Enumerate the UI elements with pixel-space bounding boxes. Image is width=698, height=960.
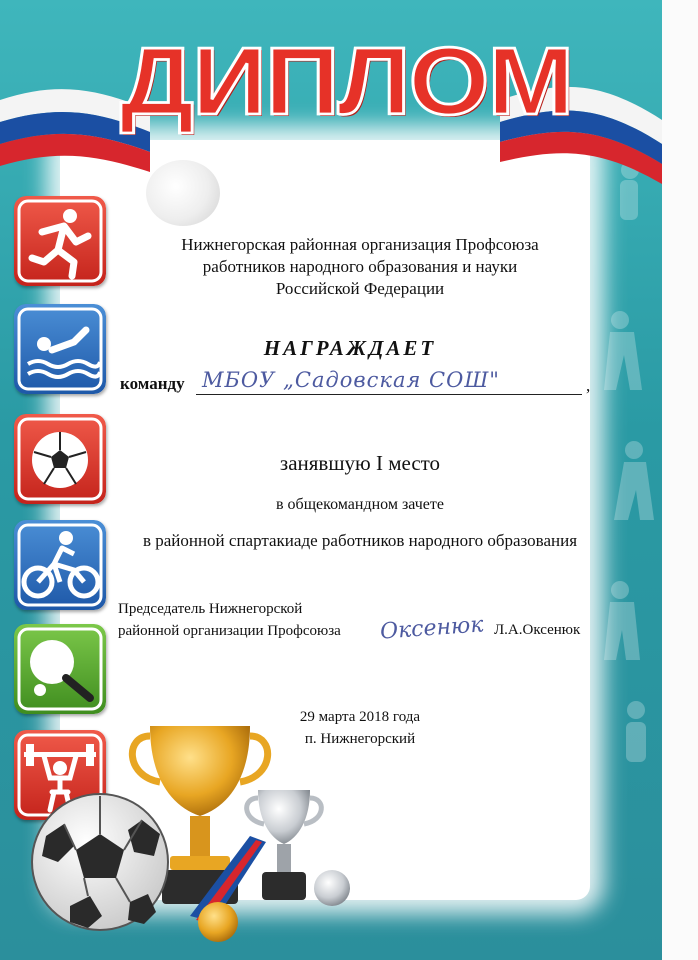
place-line: п. Нижнегорский	[304, 731, 416, 747]
soccer-ball-large-icon	[32, 794, 168, 930]
running-icon	[14, 196, 106, 286]
handwritten-signature: Оксенюк	[379, 612, 485, 645]
running-tile	[14, 196, 106, 286]
diploma-title: ДИПЛОМ	[120, 28, 573, 136]
silver-medal-icon	[314, 870, 350, 906]
soccer-ball-icon	[14, 414, 106, 504]
category-text: в общекомандном зачете	[276, 496, 444, 513]
chair-line1: Председатель Нижнегорской	[118, 601, 303, 617]
seal-emblem	[146, 160, 220, 226]
organization-line2: работников народного образования и науки	[202, 257, 518, 276]
team-row	[120, 368, 600, 400]
organization-line3: Российской Федерации	[275, 279, 445, 298]
award-heading: НАГРАЖДАЕТ	[263, 336, 437, 360]
table-tennis-icon	[14, 624, 106, 714]
athlete-silhouettes	[590, 150, 662, 770]
place-text: занявшую I место	[279, 451, 441, 475]
signer-name: Л.А.Оксенюк	[494, 622, 581, 638]
trophies-illustration	[30, 716, 370, 948]
organization-line1: Нижнегорская районная организация Профсоюза	[181, 235, 539, 254]
date-line: 29 марта 2018 года	[299, 709, 421, 725]
team-label: команду	[120, 374, 185, 393]
swimming-tile	[14, 304, 106, 394]
team-comma: ,	[586, 376, 591, 395]
team-name-handwritten: МБОУ „Садовская СОШ"	[202, 368, 500, 392]
organization-block	[120, 234, 600, 300]
chair-line2: районной организации Профсоюза	[118, 623, 341, 639]
soccer-tile	[14, 414, 106, 504]
swimming-icon	[14, 304, 106, 394]
event-text: в районной спартакиаде работников народного образования	[142, 531, 578, 550]
team-underline	[196, 394, 582, 395]
gold-medal-icon	[198, 902, 238, 942]
cycling-tile	[14, 520, 106, 610]
table-tennis-tile	[14, 624, 106, 714]
cycling-icon	[14, 520, 106, 610]
chair-title	[118, 598, 341, 642]
paper-edge	[662, 0, 698, 960]
